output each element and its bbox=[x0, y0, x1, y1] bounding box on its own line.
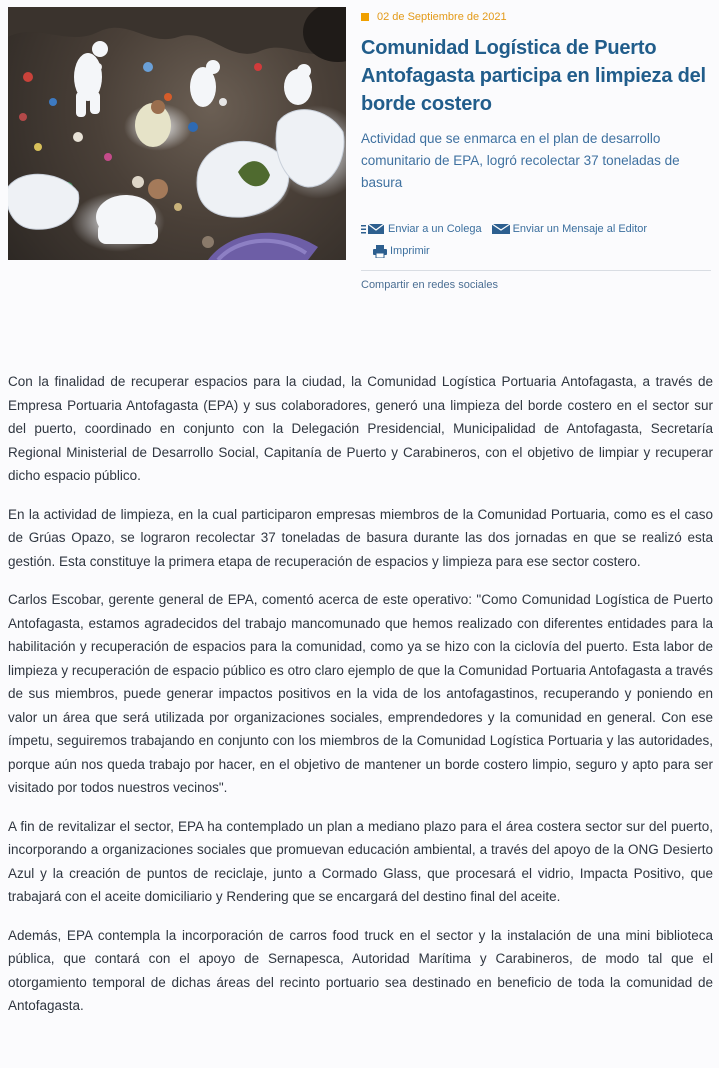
send-to-colleague-link[interactable] bbox=[361, 223, 482, 235]
action-row-2 bbox=[361, 240, 711, 262]
printer-icon bbox=[373, 245, 387, 258]
article-subtitle: Actividad que se enmarca en el plan de desarrollo comunitario de EPA, logró recolectar 37 toneladas de basura bbox=[361, 131, 680, 190]
body-paragraph: A fin de revitalizar el sector, EPA ha contemplado un plan a mediano plazo para el área costera sector sur del puerto, incorporando a organizaciones sociales que promuevan educación ambiental, a través del apoyo de la ONG Desierto Azul y la creación de puntos de reciclaje, junto a Cormado Glass, que procesará el vidrio, Impacta Positivo, que trabajará con el aceite domiciliario y Rendering que se encargará del destino final del aceite. bbox=[8, 818, 713, 904]
send-to-colleague-label: Enviar a un Colega bbox=[388, 223, 482, 235]
action-row-1 bbox=[361, 218, 711, 240]
print-link[interactable] bbox=[373, 245, 430, 258]
body-paragraph: Además, EPA contempla la incorporación de carros food truck en el sector y la instalación de una mini biblioteca pública, que contará con el apoyo de Sernapesca, Autoridad Marítima y Carabineros, de modo tal que el otorgamiento temporal de dichas áreas del recinto portuario sea destinado en beneficio de toda la comunidad de Antofagasta. bbox=[8, 927, 713, 1013]
print-label: Imprimir bbox=[390, 245, 430, 257]
article-body bbox=[8, 370, 713, 1033]
article-title: Comunidad Logística de Puerto Antofagasta participa en limpieza del borde costero bbox=[361, 37, 706, 115]
date-row bbox=[361, 10, 711, 24]
date-marker-icon bbox=[361, 13, 369, 21]
mail-icon bbox=[492, 223, 510, 235]
mail-list-icon bbox=[361, 223, 385, 235]
body-paragraph: Con la finalidad de recuperar espacios para la ciudad, la Comunidad Logística Portuaria Antofagasta, a través de Empresa Portuaria Antofagasta (EPA) y sus colaboradores, generó una limpieza del borde costero en el sector sur del puerto, coordinado en conjunto con la Delegación Presidencial, Municipalidad de Antofagasta, Secretaría Regional Ministerial de Desarrollo Social, Capitanía de Puerto y Carabineros, con el objetivo de limpiar y recuperar dicho espacio público. bbox=[8, 374, 713, 483]
article-actions bbox=[361, 218, 711, 291]
body-paragraph: En la actividad de limpieza, en la cual participaron empresas miembros de la Comunidad Portuaria, como es el caso de Grúas Opazo, se lograron recolectar 37 toneladas de basura durante las dos jornadas en que se realizó esta gestión. Esta constituye la primera etapa de recuperación de espacios y limpieza para ese sector costero. bbox=[8, 506, 713, 569]
cleanup-scene-illustration bbox=[8, 7, 346, 260]
send-to-editor-link[interactable] bbox=[492, 223, 648, 235]
share-social-link[interactable]: Compartir en redes sociales bbox=[361, 270, 711, 291]
article-date: 02 de Septiembre de 2021 bbox=[377, 11, 507, 23]
body-paragraph: Carlos Escobar, gerente general de EPA, comentó acerca de este operativo: "Como Comunidad Logística de Puerto Antofagasta, estamos agradecidos del trabajo mancomunado que hemos realizado con diferentes entidades para la habilitación y recuperación de espacios para la comunidad, como ya se hizo con la ciclovía del puerto. Esta labor de limpieza y recuperación de espacio público es otro claro ejemplo de que la Comunidad Portuaria Antofagasta a través de sus miembros, puede generar impactos positivos en la vida de los antofagastinos, recuperando y poniendo en valor un área que será utilizada por organizaciones sociales, emprendedores y la comunidad en general. Con ese ímpetu, seguiremos trabajando en conjunto con los miembros de la Comunidad Logística Portuaria y las autoridades, porque aún nos queda trabajo por hacer, en el objetivo de mantener un borde costero limpio, seguro y apto para ser visitado por todos nuestros vecinos". bbox=[8, 592, 713, 795]
article-header bbox=[361, 10, 711, 291]
article-photo bbox=[8, 7, 346, 260]
send-to-editor-label: Enviar un Mensaje al Editor bbox=[512, 223, 648, 235]
